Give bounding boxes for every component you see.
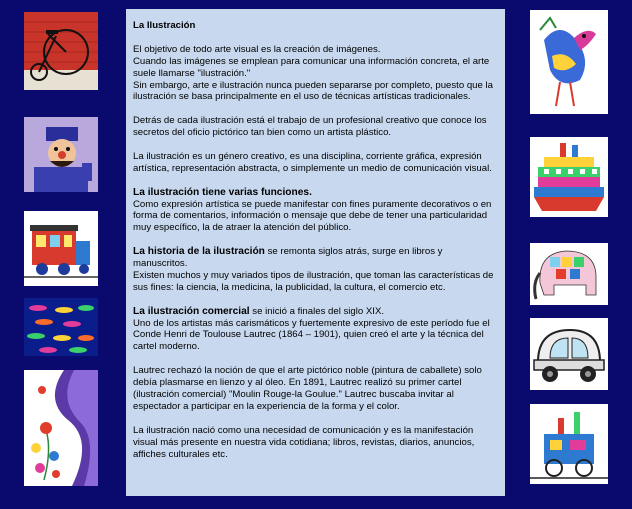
paragraph-intro: El objetivo de todo arte visual es la creación de imágenes. Cuando las imágenes se emplean para comunicar una información concreta, el arte suele llamarse "ilustración." Sin embargo, arte e ilustración nunca pueden separarse por completo, puesto que la ilustración se basa principalmente en el uso de técnicas artísticas tradicionales. bbox=[133, 43, 493, 103]
funciones-body: Como expresión artística se puede manifestar con fines puramente decorativos o en forma de comentarios, información o mensaje que debe de tener una particularidad muy específico, la de atraer la atención del público. bbox=[133, 198, 492, 234]
paragraph-funciones bbox=[133, 187, 499, 235]
clown-illustration bbox=[24, 117, 98, 192]
boats-illustration bbox=[24, 298, 98, 356]
paragraph-comercial bbox=[133, 306, 499, 354]
funciones-heading: La ilustración tiene varias funciones. bbox=[133, 186, 312, 198]
ship-illustration bbox=[530, 137, 608, 217]
paragraph-genero: La ilustración es un género creativo, es una disciplina, corriente gráfica, expresión artística, representación abstracta, o simplemente un medio de comunicación visual. bbox=[133, 150, 492, 174]
paragraph-lautrec: Lautrec rechazó la noción de que el arte pictórico noble (pintura de caballete) solo debía plasmarse en lienzo y al óleo. En 1891, Lautrec realizó su primer cartel (ilustración comercial) "Moulin Rouge-la Goulue." Lautrec buscaba invitar al espectador a participar en la experiencia de la forma y el color. bbox=[133, 365, 482, 412]
article-title: La Ilustración bbox=[133, 20, 196, 31]
bicycle-illustration bbox=[24, 12, 98, 90]
historia-heading: La historia de la ilustración bbox=[133, 246, 265, 258]
historia-body: Existen muchos y muy variados tipos de ilustración, que toman las características de sus fines: la ciencia, la medicina, la publicidad, la cultura, el comercio etc. bbox=[133, 269, 494, 293]
article-panel bbox=[126, 9, 505, 496]
paragraph-conclusion: La ilustración nació como una necesidad de comunicación y es la manifestación visual más presente en nuestra vida cotidiana; libros, revistas, diarios, anuncios, affiches culturales etc. bbox=[133, 424, 475, 460]
flowers-illustration bbox=[24, 370, 98, 486]
comercial-inline: se inició a finales del siglo XIX. bbox=[249, 305, 385, 317]
paragraph-profesional: Detrás de cada ilustración está el trabajo de un profesional creativo que conoce los secretos del oficio pictórico tan bien como un artista plástico. bbox=[133, 115, 487, 139]
comercial-body: Uno de los artistas más carismáticos y fuertemente expresivo de este período fue el Conde Henri de Toulouse Lautrec (1864 – 1901), quien creó el arte y la técnica del cartel moderno. bbox=[133, 317, 490, 353]
car-illustration bbox=[530, 318, 608, 390]
elephant-illustration bbox=[530, 243, 608, 305]
train-illustration bbox=[24, 211, 98, 286]
historia-inline: se remonta siglos atrás, surge en libros y manuscritos. bbox=[133, 246, 443, 270]
paragraph-historia bbox=[133, 246, 499, 294]
machine-illustration bbox=[530, 404, 608, 484]
comercial-heading: La ilustración comercial bbox=[133, 305, 250, 317]
bird-illustration bbox=[530, 10, 608, 114]
